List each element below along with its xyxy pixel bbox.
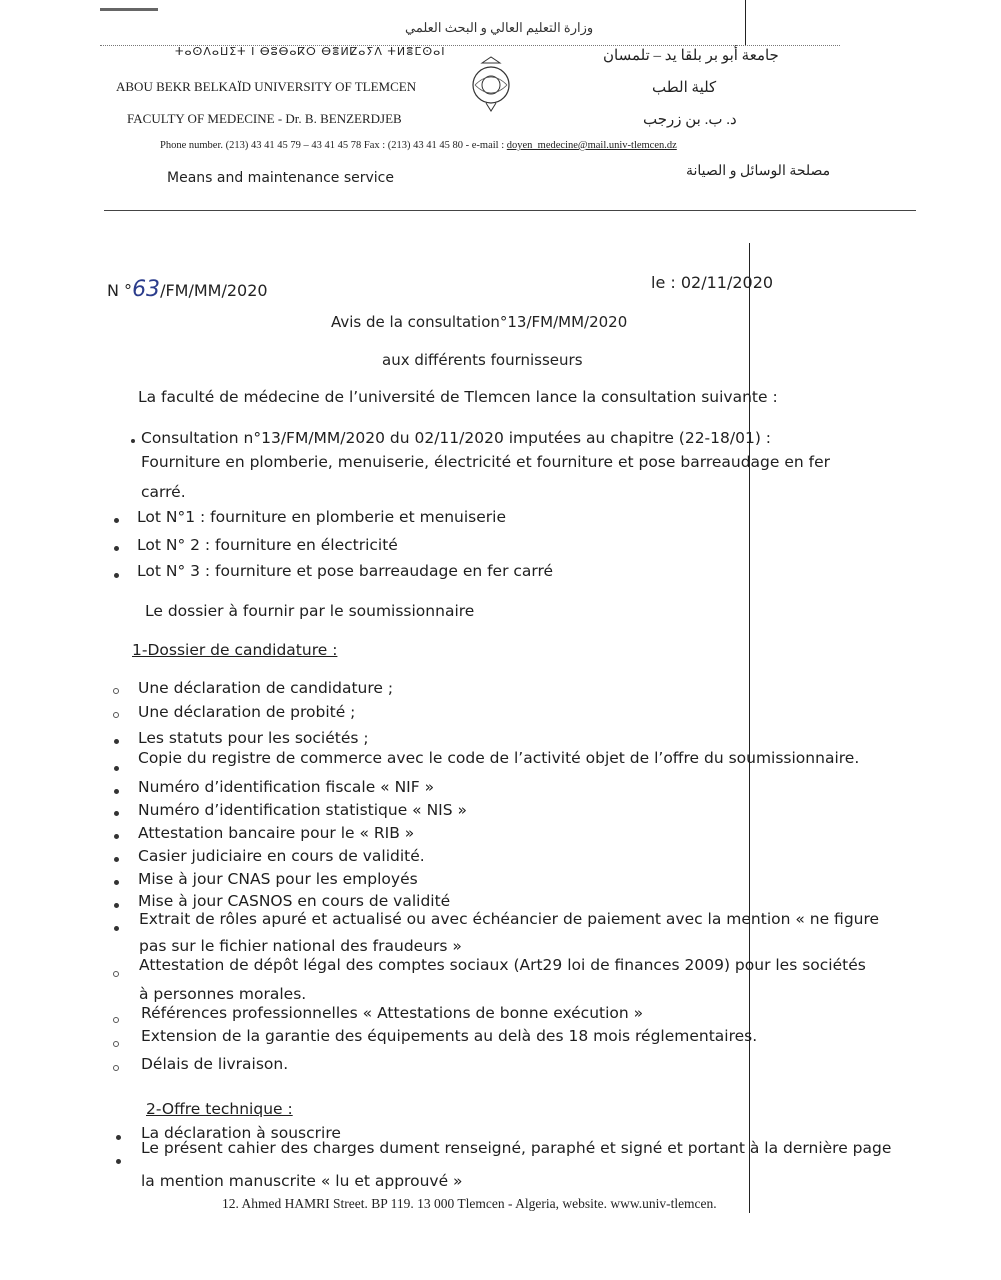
- lot-bullet: [114, 546, 119, 551]
- list-item: Une déclaration de probité ;: [138, 703, 356, 721]
- footer-address: 12. Ahmed HAMRI Street. BP 119. 13 000 Tlemcen - Algeria, website. www.univ-tlemcen.: [222, 1196, 717, 1211]
- section1-heading: 1-Dossier de candidature :: [132, 641, 338, 659]
- list-bullet: [114, 811, 119, 816]
- lot-item: Lot N° 3 : fourniture et pose barreaudage en fer carré: [137, 562, 554, 580]
- list-bullet: [113, 971, 119, 977]
- list-item: Mise à jour CASNOS en cours de validité: [138, 892, 451, 910]
- contact-line: [160, 140, 677, 151]
- document-date: le : 02/11/2020: [651, 273, 774, 292]
- reference-suffix: /FM/MM/2020: [160, 281, 268, 300]
- list-bullet: [114, 880, 119, 885]
- list-item-continuation: à personnes morales.: [139, 985, 307, 1003]
- list-item: Copie du registre de commerce avec le code de l’activité objet de l’offre du soumissionnaire.: [138, 749, 860, 767]
- list-item: Attestation bancaire pour le « RIB »: [138, 824, 415, 842]
- list-bullet: [114, 789, 119, 794]
- dossier-intro: Le dossier à fournir par le soumissionnaire: [145, 602, 475, 620]
- list-bullet: [116, 1159, 121, 1164]
- intro-text: La faculté de médecine de l’université de Tlemcen lance la consultation suivante :: [138, 388, 778, 406]
- list-bullet: [114, 739, 119, 744]
- reference-prefix: N °: [107, 281, 133, 300]
- list-item-continuation: pas sur le fichier national des fraudeurs »: [139, 937, 462, 955]
- faculty-name-ar: كلية الطب: [652, 80, 717, 96]
- university-emblem-icon: [470, 55, 512, 113]
- header-rule: [104, 210, 916, 211]
- consultation-line-1: Consultation n°13/FM/MM/2020 du 02/11/2020 imputées au chapitre (22-18/01) :: [141, 429, 772, 447]
- consultation-line-2: Fourniture en plomberie, menuiserie, électricité et fourniture et pose barreaudage en fer: [141, 453, 831, 471]
- lot-bullet: [114, 573, 119, 578]
- list-bullet: [114, 834, 119, 839]
- top-mark: [100, 8, 158, 11]
- list-bullet: [113, 1017, 119, 1023]
- university-name-ar: جامعة أبو بر بلقا يد – تلمسان: [603, 48, 779, 64]
- contact-email[interactable]: doyen_medecine@mail.univ-tlemcen.dz: [506, 140, 677, 151]
- list-bullet: [113, 688, 119, 694]
- top-arabic-ministry: وزارة التعليم العالي و البحث العلمي: [405, 20, 594, 35]
- list-item: Extension de la garantie des équipements au delà des 18 mois réglementaires.: [141, 1027, 758, 1045]
- list-bullet: [114, 903, 119, 908]
- consultation-line-3: carré.: [141, 483, 186, 501]
- list-bullet: [113, 712, 119, 718]
- list-item: Les statuts pour les sociétés ;: [138, 729, 369, 747]
- section2-heading: 2-Offre technique :: [146, 1100, 293, 1118]
- lot-item: Lot N° 2 : fourniture en électricité: [137, 536, 398, 554]
- consultation-bullet: [131, 439, 135, 443]
- list-item: Délais de livraison.: [141, 1055, 289, 1073]
- list-item: Casier judiciaire en cours de validité.: [138, 847, 425, 865]
- contact-phones: Phone number. (213) 43 41 45 79 – 43 41 45 78 Fax : (213) 43 41 45 80 - e-mail :: [160, 140, 507, 151]
- dean-name-ar: د. ب. بن زرجب: [643, 112, 737, 128]
- service-name-fr: Means and maintenance service: [167, 170, 394, 186]
- list-bullet: [116, 1135, 121, 1140]
- list-item: Le présent cahier des charges dument renseigné, paraphé et signé et portant à la dernière page: [141, 1139, 892, 1157]
- tifinagh-name: ⵜⴰⵙⴷⴰⵡⵉⵜ ⵏ ⴱⵓⴱⴰⴽⵔ ⴱⴻⵍⵇⴰⵢⴷ ⵜⵍⴻⵎⵙⴰⵏ: [175, 45, 446, 58]
- reference-handwritten-number: 63: [132, 277, 161, 302]
- list-bullet: [114, 926, 119, 931]
- university-name-fr: ABOU BEKR BELKAÏD UNIVERSITY OF TLEMCEN: [116, 79, 417, 94]
- list-bullet: [114, 766, 119, 771]
- list-item: Numéro d’identification fiscale « NIF »: [138, 778, 435, 796]
- list-item: Attestation de dépôt légal des comptes sociaux (Art29 loi de finances 2009) pour les sociétés: [139, 956, 866, 974]
- lot-item: Lot N°1 : fourniture en plomberie et menuiserie: [137, 508, 507, 526]
- list-item-continuation: la mention manuscrite « lu et approuvé »: [141, 1172, 463, 1190]
- list-bullet: [114, 857, 119, 862]
- list-bullet: [113, 1041, 119, 1047]
- reference-number: [107, 277, 268, 302]
- lot-bullet: [114, 518, 119, 523]
- service-name-ar: مصلحة الوسائل و الصيانة: [686, 164, 831, 179]
- notice-title: Avis de la consultation°13/FM/MM/2020: [331, 313, 628, 331]
- faculty-name-fr: FACULTY OF MEDECINE - Dr. B. BENZERDJEB: [127, 111, 402, 126]
- list-item: Numéro d’identification statistique « NIS »: [138, 801, 467, 819]
- list-bullet: [113, 1065, 119, 1071]
- list-item: Mise à jour CNAS pour les employés: [138, 870, 418, 888]
- list-item: La déclaration à souscrire: [141, 1124, 341, 1142]
- list-item: Références professionnelles « Attestations de bonne exécution »: [141, 1004, 644, 1022]
- list-item: Extrait de rôles apuré et actualisé ou avec échéancier de paiement avec la mention « ne figure: [139, 910, 880, 928]
- scan-line-top: [745, 0, 746, 45]
- notice-subtitle: aux différents fournisseurs: [382, 351, 583, 369]
- list-item: Une déclaration de candidature ;: [138, 679, 394, 697]
